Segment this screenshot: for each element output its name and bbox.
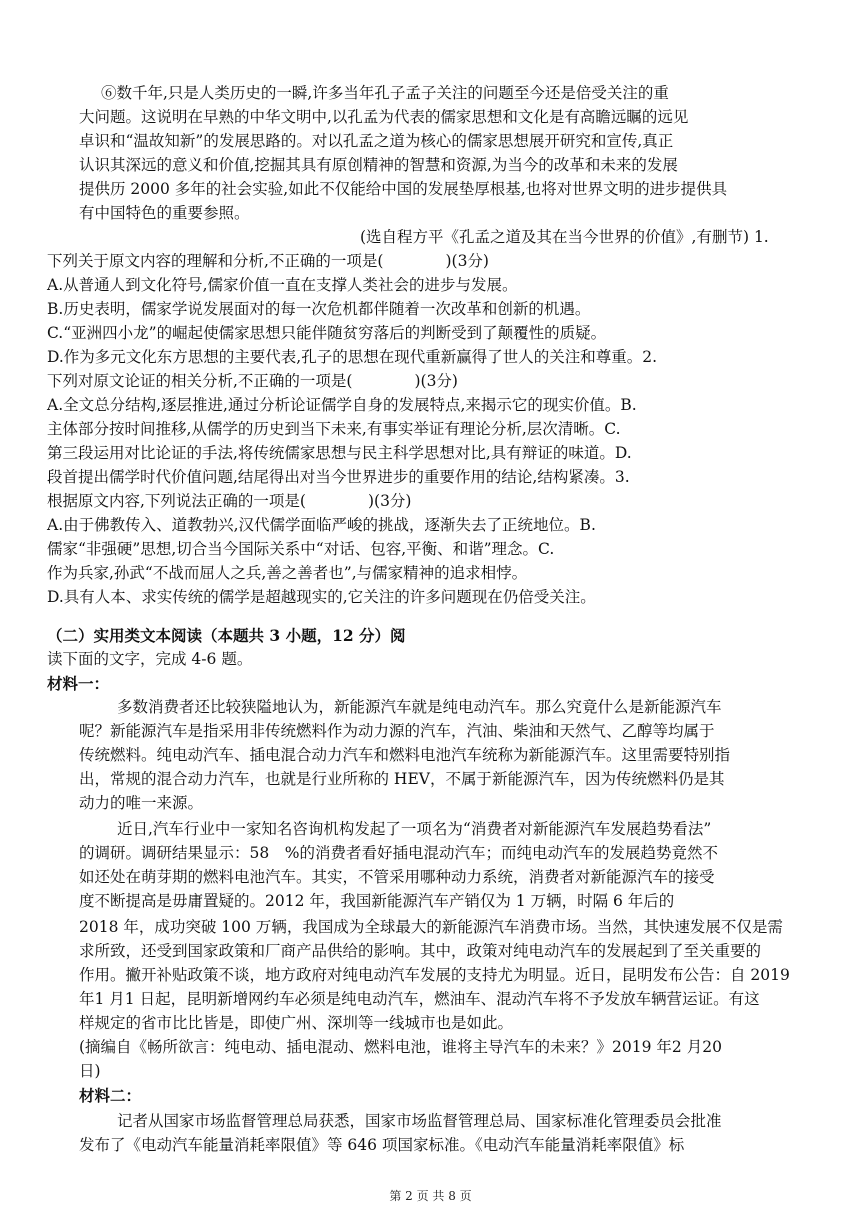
text-line: A.从普通人到文化符号,儒家价值一直在支撑人类社会的进步与发展。 xyxy=(47,276,518,294)
text-line: 动力的唯一来源。 xyxy=(79,794,204,812)
text-line: 材料一： xyxy=(47,674,110,693)
text-line: ⑥数千年,只是人类历史的一瞬,许多当年孔子孟子关注的问题至今还是倍受关注的重 xyxy=(101,84,669,102)
text-line: D.作为多元文化东方思想的主要代表,孔子的思想在现代重新赢得了世人的关注和尊重。2. xyxy=(47,348,658,366)
text-line: 下列对原文论证的相关分析,不正确的一项是( )(3分) xyxy=(47,372,458,390)
text-line: 下列关于原文内容的理解和分析,不正确的一项是( )(3分) xyxy=(47,252,489,270)
text-line: A.由于佛教传入、道教勃兴,汉代儒学面临严峻的挑战，逐渐失去了正统地位。B. xyxy=(47,516,596,534)
text-line: 记者从国家市场监督管理总局获悉，国家市场监督管理总局、国家标准化管理委员会批准 xyxy=(117,1112,722,1130)
text-line: 主体部分按时间推移,从儒学的历史到当下未来,有事实举证有理论分析,层次清晰。C. xyxy=(47,420,621,438)
text-line: 传统燃料。纯电动汽车、插电混合动力汽车和燃料电池汽车统称为新能源汽车。这里需要特别指 xyxy=(79,746,731,764)
text-line: 卓识和“温故知新”的发展思路的。对以孔孟之道为核心的儒家思想展开研究和宣传,真正 xyxy=(79,132,674,150)
text-line: 作用。撇开补贴政策不谈，地方政府对纯电动汽车发展的支持尤为明显。近日，昆明发布公告：自 2019 xyxy=(79,966,790,984)
text-line: 提供历 2000 多年的社会实验,如此不仅能给中国的发展垫厚根基,也将对世界文明的进步提供具 xyxy=(79,180,728,198)
text-line: 呢？新能源汽车是指采用非传统燃料作为动力源的汽车，汽油、柴油和天然气、乙醇等均属于 xyxy=(79,722,715,740)
text-line: 读下面的文字，完成 4-6 题。 xyxy=(47,650,253,668)
text-line: 材料二： xyxy=(79,1086,142,1105)
text-line: 发布了《电动汽车能量消耗率限值》等 646 项国家标准。《电动汽车能量消耗率限值》标 xyxy=(79,1136,685,1154)
text-line: 度不断提高是毋庸置疑的。2012 年，我国新能源汽车产销仅为 1 万辆，时隔 6 年后的 xyxy=(79,892,675,910)
text-line: 第三段运用对比论证的手法,将传统儒家思想与民主科学思想对比,具有辩证的味道。D. xyxy=(47,444,632,462)
text-line: 儒家“非强硬”思想,切合当今国际关系中“对话、包容,平衡、和谐”理念。C. xyxy=(47,540,555,558)
text-line: C.“亚洲四小龙”的崛起使儒家思想只能伴随贫穷落后的判断受到了颠覆性的质疑。 xyxy=(47,324,607,342)
text-line: 求所致，还受到国家政策和厂商产品供给的影响。其中，政策对纯电动汽车的发展起到了至关重要的 xyxy=(79,942,762,960)
text-line: 样规定的省市比比皆是，即使广州、深圳等一线城市也是如此。 xyxy=(79,1014,514,1032)
page-footer: 第 2 页 共 8 页 xyxy=(389,1189,472,1203)
text-line: 日) xyxy=(79,1062,101,1080)
text-line: 根据原文内容,下列说法正确的一项是( )(3分) xyxy=(47,492,412,510)
text-line: 作为兵家,孙武“不战而屈人之兵,善之善者也”,与儒家精神的追求相悖。 xyxy=(47,564,528,582)
text-line: B.历史表明，儒家学说发展面对的每一次危机都伴随着一次改革和创新的机遇。 xyxy=(47,300,591,318)
text-line: 出，常规的混合动力汽车，也就是行业所称的 HEV，不属于新能源汽车，因为传统燃料仍是其 xyxy=(79,770,725,788)
text-line: A.全文总分结构,逐层推进,通过分析论证儒学自身的发展特点,来揭示它的现实价值。B. xyxy=(47,396,637,414)
text-line: 多数消费者还比较狭隘地认为，新能源汽车就是纯电动汽车。那么究竟什么是新能源汽车 xyxy=(117,698,722,716)
text-line: （二）实用类文本阅读（本题共 3 小题，12 分）阅 xyxy=(47,626,406,645)
text-line: 年1 月1 日起，昆明新增网约车必须是纯电动汽车，燃油车、混动汽车将不予发放车辆营运证。有这 xyxy=(79,990,760,1008)
text-line: 2018 年，成功突破 100 万辆，我国成为全球最大的新能源汽车消费市场。当然，其快速发展不仅是需 xyxy=(79,918,783,936)
text-line: 认识其深远的意义和价值,挖掘其具有原创精神的智慧和资源,为当今的改革和未来的发展 xyxy=(79,156,678,174)
text-line: 段首提出儒学时代价值问题,结尾得出对当今世界进步的重要作用的结论,结构紧凑。3. xyxy=(47,468,630,486)
text-line: D.具有人本、求实传统的儒学是超越现实的,它关注的许多问题现在仍倍受关注。 xyxy=(47,588,596,606)
text-line: 近日,汽车行业中一家知名咨询机构发起了一项名为“消费者对新能源汽车发展趋势看法” xyxy=(117,820,712,838)
text-line: 大问题。这说明在早熟的中华文明中,以孔孟为代表的儒家思想和文化是有高瞻远瞩的远见 xyxy=(79,108,689,126)
text-line: 如还处在萌芽期的燃料电池汽车。其实，不管采用哪种动力系统，消费者对新能源汽车的接受 xyxy=(79,868,715,886)
text-line: (选自程方平《孔孟之道及其在当今世界的价值》,有删节) 1. xyxy=(360,228,769,246)
text-line: (摘编自《畅所欲言：纯电动、插电混动、燃料电池，谁将主导汽车的未来？》2019 年2 月20 xyxy=(79,1038,722,1056)
text-line: 的调研。调研结果显示：58 %的消费者看好插电混动汽车；而纯电动汽车的发展趋势竟然不 xyxy=(79,844,718,862)
text-line: 有中国特色的重要参照。 xyxy=(79,204,250,222)
